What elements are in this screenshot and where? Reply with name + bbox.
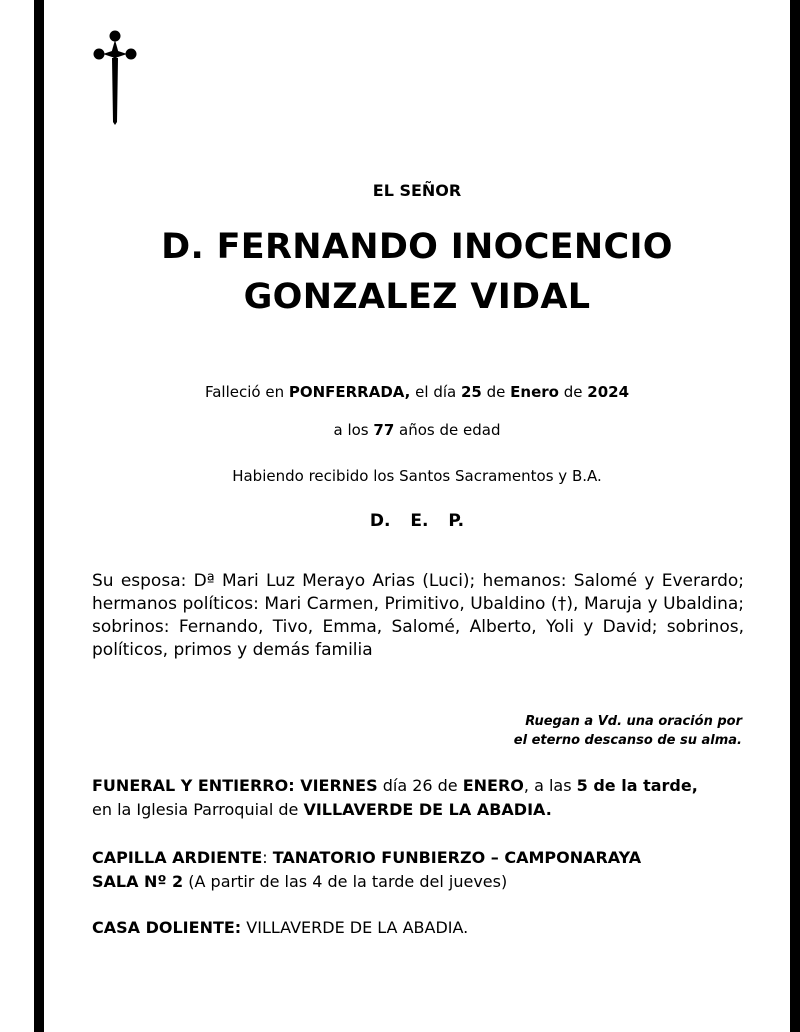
age-years: 77 [373,421,395,439]
house-label: CASA DOLIENTE: [92,918,242,937]
death-place: PONFERRADA, [288,383,411,401]
right-border [790,0,800,1032]
death-info [44,383,790,401]
prayer-line1: Ruegan a Vd. una oración por [525,714,742,729]
chapel-line1 [92,846,752,870]
age-info [44,421,790,439]
funeral-t3: en la Iglesia Parroquial de [92,800,304,819]
deceased-name-line2: GONZALEZ VIDAL [243,277,591,317]
family-text: Su esposa: Dª Mari Luz Merayo Arias (Luci); hemanos: Salomé y Everardo; hermanos políticos: Mari Carmen, Primitivo, Ubaldino (†), Maruja y Ubaldina; sobrinos: Fernando, Tivo, Emma, Salomé, Alberto, Yoli y David; sobrinos, políticos, primos y demás familia [92,571,744,660]
sacraments-text: Habiendo recibido los Santos Sacramentos y B.A. [232,467,602,485]
chapel-place: TANATORIO FUNBIERZO – CAMPONARAYA [272,848,642,867]
age-prefix: a los [333,421,374,439]
age-suffix: años de edad [394,421,501,439]
deceased-name-line1: D. FERNANDO INOCENCIO [161,227,673,267]
death-de2: de [558,383,588,401]
chapel-info [92,846,752,894]
chapel-label: CAPILLA ARDIENTE [92,848,263,867]
death-prefix: Falleció en [204,383,289,401]
deceased-name [44,222,790,322]
funeral-t1: día 26 de [377,776,463,795]
funeral-month: ENERO [462,776,524,795]
cross-icon [93,30,137,125]
house-place: VILLAVERDE DE LA ABADIA. [241,918,469,937]
funeral-label: FUNERAL Y ENTIERRO: VIERNES [92,776,378,795]
funeral-time: 5 de la tarde, [576,776,698,795]
prayer-text [380,712,742,750]
funeral-place: VILLAVERDE DE LA ABADIA. [303,800,552,819]
death-mid: el día [410,383,461,401]
prayer-line2: el eterno descanso de su alma. [513,733,742,748]
death-year: 2024 [587,383,630,401]
heading: EL SEÑOR [372,181,462,200]
death-month: Enero [510,383,559,401]
dep-text: D. E. P. [369,511,465,531]
chapel-room: SALA Nº 2 [92,872,184,891]
funeral-line1 [92,774,752,798]
chapel-note: (A partir de las 4 de la tarde del jueves) [183,872,508,891]
chapel-colon: : [262,848,273,867]
death-day: 25 [460,383,482,401]
left-border [34,0,44,1032]
chapel-line2 [92,870,752,894]
death-de1: de [481,383,511,401]
house-info [92,916,752,940]
funeral-info [92,774,752,822]
funeral-t2: , a las [523,776,577,795]
funeral-line2 [92,798,752,822]
